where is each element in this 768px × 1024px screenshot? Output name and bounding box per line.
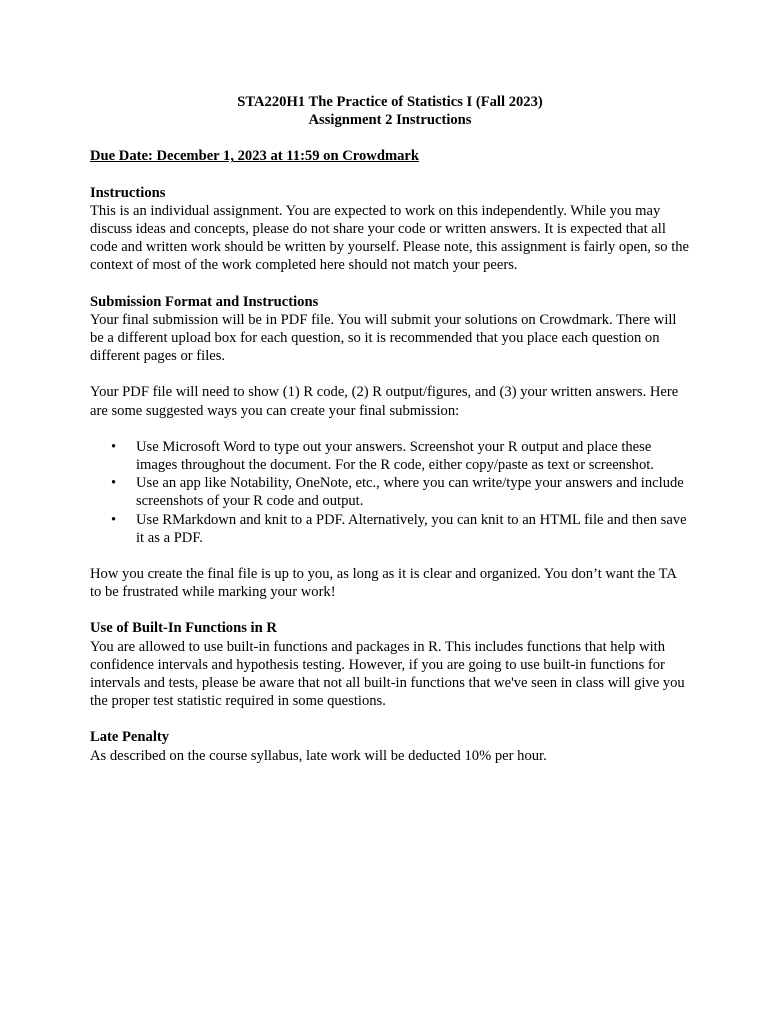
submission-body-3: How you create the final file is up to you, as long as it is clear and organized. You don’t want the TA to be frustrated while marking your work! bbox=[90, 566, 677, 601]
builtin-heading: Use of Built-In Functions in R bbox=[90, 620, 277, 637]
late-body: As described on the course syllabus, late work will be deducted 10% per hour. bbox=[90, 747, 547, 764]
submission-body-1: Your final submission will be in PDF file. You will submit your solutions on Crowdmark. There will be a different upload box for each question, so it is recommended that you place each question on different pages or files. bbox=[90, 311, 677, 365]
builtin-body: You are allowed to use built-in functions and packages in R. This includes functions that help with confidence intervals and hypothesis testing. However, if you are going to use built-in functions for intervals and tests, please be aware that not all built-in functions that we've seen in class will give you the proper test statistic required in some questions. bbox=[90, 638, 685, 710]
instructions-heading: Instructions bbox=[90, 184, 166, 201]
submission-section bbox=[90, 293, 690, 602]
assignment-title: Assignment 2 Instructions bbox=[308, 112, 472, 129]
list-item bbox=[111, 438, 690, 474]
submission-heading: Submission Format and Instructions bbox=[90, 293, 319, 310]
builtin-section bbox=[90, 619, 690, 710]
bullet-icon: • bbox=[111, 438, 117, 455]
list-item-text: Use Microsoft Word to type out your answers. Screenshot your R output and place these images throughout the document. For the R code, either copy/paste as text or screenshot. bbox=[136, 438, 654, 474]
submission-body-2: Your PDF file will need to show (1) R code, (2) R output/figures, and (3) your written answers. Here are some suggested ways you can create your final submission: bbox=[90, 384, 679, 419]
document-page bbox=[90, 93, 690, 765]
instructions-section bbox=[90, 184, 690, 275]
late-heading: Late Penalty bbox=[90, 729, 170, 746]
course-title: STA220H1 The Practice of Statistics I (Fall 2023) bbox=[237, 94, 543, 110]
list-item bbox=[111, 474, 690, 510]
list-item-text: Use RMarkdown and knit to a PDF. Alternatively, you can knit to an HTML file and then save it as a PDF. bbox=[136, 511, 687, 546]
instructions-body: This is an individual assignment. You are expected to work on this independently. While you may discuss ideas and concepts, please do not share your code or written answers. It is expected that all code and written work should be written by yourself. Please note, this assignment is fairly open, so the context of most of the work completed here should not match your peers. bbox=[90, 202, 690, 274]
bullet-icon: • bbox=[111, 475, 117, 492]
list-item bbox=[111, 511, 690, 547]
submission-options-list bbox=[90, 438, 690, 547]
list-item-text: Use an app like Notability, OneNote, etc., where you can write/type your answers and include screenshots of your R code and output. bbox=[136, 475, 684, 510]
bullet-icon: • bbox=[111, 511, 117, 528]
late-section bbox=[90, 728, 690, 764]
due-date: Due Date: December 1, 2023 at 11:59 on Crowdmark bbox=[90, 148, 419, 165]
